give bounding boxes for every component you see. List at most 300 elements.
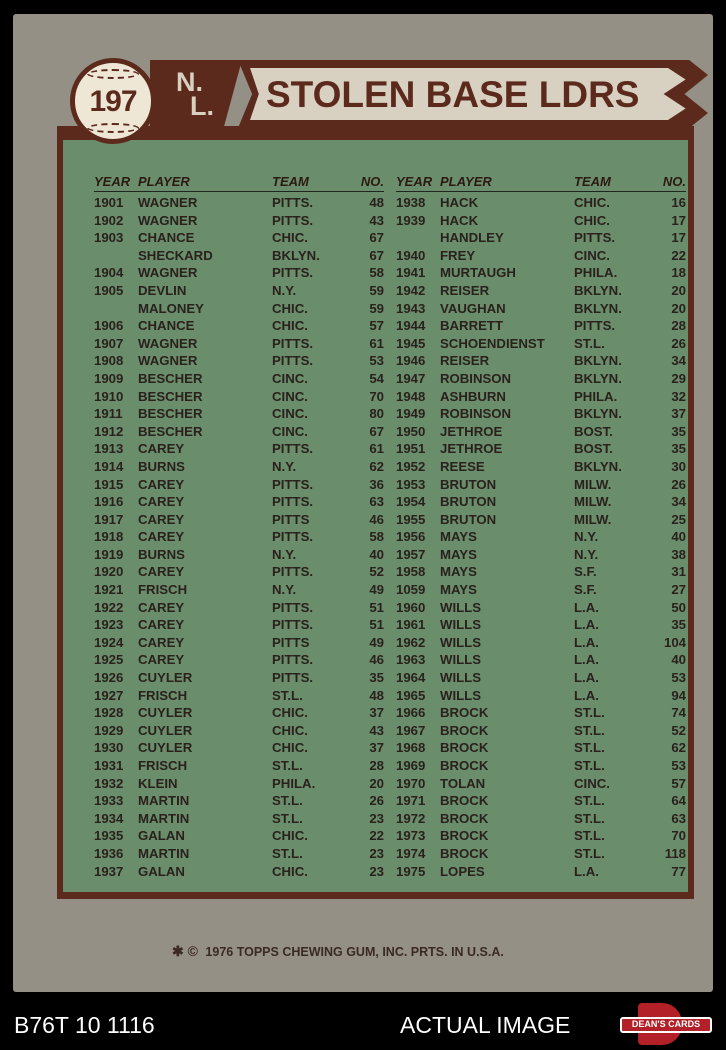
card-number-badge bbox=[70, 58, 156, 144]
row-player: SCHOENDIENST bbox=[440, 335, 545, 351]
row-player: MARTIN bbox=[138, 845, 190, 861]
row-year: 1924 bbox=[94, 634, 124, 650]
row-player: GALAN bbox=[138, 828, 185, 844]
row-number: 43 bbox=[369, 722, 384, 738]
row-player: CAREY bbox=[138, 441, 185, 457]
row-team: PITTS. bbox=[272, 529, 314, 545]
table-rows bbox=[94, 194, 384, 880]
row-team: CINC. bbox=[272, 370, 308, 386]
row-year: 1921 bbox=[94, 582, 124, 598]
table-row bbox=[94, 476, 384, 494]
row-player: CAREY bbox=[138, 634, 185, 650]
table-row bbox=[396, 651, 686, 669]
row-player: REESE bbox=[440, 458, 485, 474]
row-player: CUYLER bbox=[138, 740, 193, 756]
row-year: 1920 bbox=[94, 564, 124, 580]
row-team: N.Y. bbox=[272, 582, 297, 598]
row-player: MAYS bbox=[440, 564, 477, 580]
row-number: 48 bbox=[369, 195, 384, 210]
row-player: GALAN bbox=[138, 863, 185, 879]
row-number: 37 bbox=[369, 740, 384, 756]
table-row bbox=[94, 634, 384, 652]
row-team: ST.L. bbox=[574, 810, 605, 826]
row-year: 1926 bbox=[94, 670, 124, 686]
table-row bbox=[94, 757, 384, 775]
row-number: 31 bbox=[671, 564, 686, 580]
row-team: CHIC. bbox=[272, 740, 308, 756]
row-year: 1935 bbox=[94, 828, 124, 844]
row-player: REISER bbox=[440, 353, 490, 369]
row-team: PITTS bbox=[272, 511, 310, 527]
row-year: 1951 bbox=[396, 441, 426, 457]
row-team: ST.L. bbox=[574, 758, 605, 773]
row-number: 32 bbox=[671, 388, 686, 404]
table-row bbox=[396, 757, 686, 775]
row-player: MAYS bbox=[440, 546, 477, 562]
row-team: PITTS. bbox=[272, 617, 314, 633]
row-year: 1928 bbox=[94, 705, 124, 721]
row-team: BKLYN. bbox=[574, 370, 622, 386]
table-row bbox=[94, 300, 384, 318]
row-team: BKLYN. bbox=[574, 458, 622, 474]
row-player: MARTIN bbox=[138, 793, 190, 809]
row-player: HANDLEY bbox=[440, 230, 504, 246]
row-number: 118 bbox=[664, 845, 686, 861]
row-year: 1955 bbox=[396, 511, 426, 527]
row-team: CHIC. bbox=[272, 828, 308, 844]
row-number: 22 bbox=[671, 247, 686, 263]
row-team: N.Y. bbox=[272, 282, 297, 298]
row-player: BESCHER bbox=[138, 370, 203, 386]
row-player: LOPES bbox=[440, 863, 485, 879]
table-row bbox=[94, 775, 384, 793]
row-team: ST.L. bbox=[574, 705, 605, 721]
row-year: 1910 bbox=[94, 388, 124, 404]
row-team: CHIC. bbox=[272, 300, 308, 316]
table-row bbox=[94, 599, 384, 617]
header-team: TEAM bbox=[574, 174, 611, 189]
row-number: 62 bbox=[671, 740, 686, 756]
row-number: 23 bbox=[369, 845, 384, 861]
table-row bbox=[396, 370, 686, 388]
table-row bbox=[396, 827, 686, 845]
row-number: 46 bbox=[369, 652, 384, 668]
row-team: PITTS. bbox=[272, 265, 314, 281]
table-row bbox=[94, 317, 384, 335]
table-row bbox=[396, 388, 686, 406]
row-team: CHIC. bbox=[574, 195, 610, 210]
row-player: WILLS bbox=[440, 670, 482, 686]
row-player: CHANCE bbox=[138, 318, 195, 334]
row-number: 59 bbox=[369, 300, 384, 316]
row-year: 1964 bbox=[396, 670, 426, 686]
row-year: 1970 bbox=[396, 775, 426, 791]
row-year: 1949 bbox=[396, 406, 426, 422]
table-row bbox=[396, 599, 686, 617]
row-player: MAYS bbox=[440, 582, 477, 598]
table-row bbox=[396, 458, 686, 476]
table-row bbox=[396, 194, 686, 212]
row-player: CUYLER bbox=[138, 670, 193, 686]
row-player: BROCK bbox=[440, 740, 489, 756]
row-player: CAREY bbox=[138, 599, 185, 615]
row-number: 26 bbox=[671, 335, 686, 351]
row-number: 57 bbox=[671, 775, 686, 791]
row-number: 35 bbox=[671, 617, 686, 633]
table-header bbox=[94, 174, 384, 192]
row-team: PITTS. bbox=[272, 476, 314, 492]
table-row bbox=[94, 616, 384, 634]
row-number: 49 bbox=[369, 582, 384, 598]
row-team: N.Y. bbox=[574, 529, 599, 545]
row-year: 1934 bbox=[94, 810, 124, 826]
row-player: SHECKARD bbox=[138, 247, 213, 263]
row-team: PITTS. bbox=[272, 564, 314, 580]
table-row bbox=[94, 194, 384, 212]
row-number: 26 bbox=[671, 476, 686, 492]
row-number: 30 bbox=[671, 458, 686, 474]
row-player: BESCHER bbox=[138, 406, 203, 422]
row-team: MILW. bbox=[574, 511, 612, 527]
league-label bbox=[176, 67, 216, 121]
row-team: CINC. bbox=[272, 423, 308, 439]
table-row bbox=[396, 616, 686, 634]
row-player: CAREY bbox=[138, 511, 185, 527]
row-year: 1901 bbox=[94, 195, 124, 210]
row-number: 16 bbox=[671, 195, 686, 210]
row-team: CINC. bbox=[272, 388, 308, 404]
row-year: 1953 bbox=[396, 476, 426, 492]
row-year: 1059 bbox=[396, 582, 426, 598]
row-player: BROCK bbox=[440, 793, 489, 809]
row-year: 1966 bbox=[396, 705, 426, 721]
row-year: 1927 bbox=[94, 687, 124, 703]
row-number: 20 bbox=[671, 300, 686, 316]
row-year: 1930 bbox=[94, 740, 124, 756]
table-row bbox=[396, 352, 686, 370]
row-number: 46 bbox=[369, 511, 384, 527]
row-year: 1931 bbox=[94, 758, 124, 773]
row-year: 1956 bbox=[396, 529, 426, 545]
row-number: 49 bbox=[369, 634, 384, 650]
row-number: 64 bbox=[671, 793, 686, 809]
row-team: L.A. bbox=[574, 670, 599, 686]
row-team: PITTS. bbox=[272, 353, 314, 369]
table-row bbox=[94, 247, 384, 265]
row-year: 1917 bbox=[94, 511, 124, 527]
row-year: 1975 bbox=[396, 863, 426, 879]
row-team: CHIC. bbox=[272, 318, 308, 334]
row-team: PITTS. bbox=[272, 599, 314, 615]
header-team: TEAM bbox=[272, 174, 309, 189]
header-player: PLAYER bbox=[440, 174, 492, 189]
row-team: ST.L. bbox=[272, 845, 303, 861]
copyright-symbols: ✱ © bbox=[172, 943, 198, 959]
row-player: CAREY bbox=[138, 564, 185, 580]
header-player: PLAYER bbox=[138, 174, 190, 189]
table-row bbox=[94, 546, 384, 564]
row-number: 59 bbox=[369, 282, 384, 298]
table-row bbox=[396, 581, 686, 599]
table-row bbox=[94, 845, 384, 863]
table-row bbox=[396, 546, 686, 564]
row-number: 28 bbox=[671, 318, 686, 334]
row-year: 1974 bbox=[396, 845, 426, 861]
table-row bbox=[94, 528, 384, 546]
row-team: CHIC. bbox=[272, 230, 308, 246]
card-title: STOLEN BASE LDRS bbox=[266, 74, 640, 115]
row-year: 1969 bbox=[396, 758, 426, 773]
row-team: N.Y. bbox=[272, 546, 297, 562]
copyright-line bbox=[172, 943, 504, 960]
row-team: BKLYN. bbox=[574, 282, 622, 298]
row-year: 1957 bbox=[396, 546, 426, 562]
row-team: S.F. bbox=[574, 582, 597, 598]
copyright-text: 1976 TOPPS CHEWING GUM, INC. PRTS. IN U.S.A. bbox=[205, 945, 504, 959]
table-row bbox=[94, 810, 384, 828]
row-player: FRISCH bbox=[138, 582, 188, 598]
table-row bbox=[94, 581, 384, 599]
row-team: PHILA. bbox=[574, 265, 618, 281]
row-number: 61 bbox=[369, 335, 384, 351]
row-player: BROCK bbox=[440, 810, 489, 826]
row-team: ST.L. bbox=[272, 793, 303, 809]
row-year: 1971 bbox=[396, 793, 426, 809]
table-row bbox=[396, 863, 686, 881]
league-line-2: L. bbox=[190, 91, 214, 121]
table-row bbox=[94, 722, 384, 740]
table-row bbox=[396, 511, 686, 529]
row-number: 37 bbox=[369, 705, 384, 721]
row-number: 17 bbox=[671, 212, 686, 228]
row-number: 26 bbox=[369, 793, 384, 809]
table-row bbox=[396, 792, 686, 810]
row-player: BESCHER bbox=[138, 423, 203, 439]
row-player: BROCK bbox=[440, 758, 489, 773]
table-row bbox=[94, 440, 384, 458]
row-year: 1932 bbox=[94, 775, 124, 791]
row-year: 1948 bbox=[396, 388, 426, 404]
row-player: CAREY bbox=[138, 652, 185, 668]
row-number: 70 bbox=[671, 828, 686, 844]
table-row bbox=[94, 423, 384, 441]
row-year: 1902 bbox=[94, 212, 124, 228]
row-year: 1936 bbox=[94, 845, 124, 861]
row-team: PITTS. bbox=[272, 441, 314, 457]
table-row bbox=[94, 229, 384, 247]
row-team: L.A. bbox=[574, 617, 599, 633]
row-player: WAGNER bbox=[138, 335, 198, 351]
row-player: MARTIN bbox=[138, 810, 190, 826]
row-team: PITTS bbox=[272, 634, 310, 650]
row-player: CAREY bbox=[138, 529, 185, 545]
row-year: 1918 bbox=[94, 529, 124, 545]
row-player: FRISCH bbox=[138, 687, 188, 703]
row-number: 51 bbox=[369, 617, 384, 633]
table-row bbox=[94, 370, 384, 388]
sku-label: B76T 10 1116 bbox=[14, 1012, 155, 1038]
row-year: 1913 bbox=[94, 441, 124, 457]
row-year: 1912 bbox=[94, 423, 124, 439]
row-number: 67 bbox=[369, 247, 384, 263]
row-number: 20 bbox=[369, 775, 384, 791]
row-player: CUYLER bbox=[138, 722, 193, 738]
row-player: MURTAUGH bbox=[440, 265, 516, 281]
table-row bbox=[396, 264, 686, 282]
row-number: 70 bbox=[369, 388, 384, 404]
row-number: 54 bbox=[369, 370, 384, 386]
row-team: PITTS. bbox=[272, 195, 314, 210]
table-row bbox=[396, 493, 686, 511]
row-year: 1950 bbox=[396, 423, 426, 439]
row-year: 1968 bbox=[396, 740, 426, 756]
row-number: 17 bbox=[671, 230, 686, 246]
row-player: BESCHER bbox=[138, 388, 203, 404]
row-year: 1943 bbox=[396, 300, 426, 316]
row-year: 1941 bbox=[396, 265, 426, 281]
table-row bbox=[396, 810, 686, 828]
table-row bbox=[396, 669, 686, 687]
card-number: 197 bbox=[89, 85, 137, 118]
row-player: HACK bbox=[440, 195, 479, 210]
row-number: 58 bbox=[369, 265, 384, 281]
row-team: MILW. bbox=[574, 476, 612, 492]
row-year: 1906 bbox=[94, 318, 124, 334]
row-number: 29 bbox=[671, 370, 686, 386]
table-row bbox=[396, 563, 686, 581]
row-number: 35 bbox=[671, 441, 686, 457]
leaders-table-left bbox=[94, 174, 384, 880]
row-number: 43 bbox=[369, 212, 384, 228]
row-number: 57 bbox=[369, 318, 384, 334]
table-row bbox=[396, 335, 686, 353]
row-number: 62 bbox=[369, 458, 384, 474]
row-year: 1961 bbox=[396, 617, 426, 633]
row-player: WAGNER bbox=[138, 195, 198, 210]
table-row bbox=[94, 704, 384, 722]
row-player: JETHROE bbox=[440, 441, 503, 457]
table-row bbox=[94, 669, 384, 687]
row-year: 1945 bbox=[396, 335, 426, 351]
row-number: 40 bbox=[369, 546, 384, 562]
row-team: BOST. bbox=[574, 423, 613, 439]
table-row bbox=[396, 247, 686, 265]
row-year: 1967 bbox=[396, 722, 426, 738]
row-player: MALONEY bbox=[138, 300, 204, 316]
row-team: L.A. bbox=[574, 599, 599, 615]
row-team: PITTS. bbox=[272, 335, 314, 351]
row-year: 1904 bbox=[94, 265, 124, 281]
row-team: ST.L. bbox=[574, 828, 605, 844]
row-player: KLEIN bbox=[138, 775, 178, 791]
row-number: 40 bbox=[671, 652, 686, 668]
header-no: NO. bbox=[662, 174, 686, 189]
row-player: ASHBURN bbox=[440, 388, 506, 404]
row-year: 1946 bbox=[396, 353, 426, 369]
table-row bbox=[94, 563, 384, 581]
row-player: WAGNER bbox=[138, 265, 198, 281]
row-number: 35 bbox=[671, 423, 686, 439]
row-year: 1940 bbox=[396, 247, 426, 263]
row-team: L.A. bbox=[574, 687, 599, 703]
row-team: ST.L. bbox=[574, 793, 605, 809]
row-year: 1960 bbox=[396, 599, 426, 615]
row-team: PITTS. bbox=[574, 230, 616, 246]
row-team: PITTS. bbox=[272, 652, 314, 668]
row-year: 1907 bbox=[94, 335, 124, 351]
row-number: 51 bbox=[369, 599, 384, 615]
league-line-1: N. bbox=[176, 67, 203, 97]
row-number: 74 bbox=[671, 705, 686, 721]
header-no: NO. bbox=[360, 174, 384, 189]
row-year: 1919 bbox=[94, 546, 124, 562]
table-row bbox=[396, 405, 686, 423]
row-player: BURNS bbox=[138, 458, 185, 474]
row-number: 27 bbox=[671, 582, 686, 598]
table-row bbox=[94, 335, 384, 353]
row-player: CAREY bbox=[138, 476, 185, 492]
row-player: HACK bbox=[440, 212, 479, 228]
row-year: 1963 bbox=[396, 652, 426, 668]
row-number: 94 bbox=[671, 687, 686, 703]
table-row bbox=[396, 423, 686, 441]
baseball-stitch-bottom bbox=[87, 123, 139, 133]
row-team: L.A. bbox=[574, 634, 599, 650]
row-team: BKLYN. bbox=[574, 300, 622, 316]
table-row bbox=[396, 722, 686, 740]
row-player: CUYLER bbox=[138, 705, 193, 721]
row-number: 37 bbox=[671, 406, 686, 422]
row-team: ST.L. bbox=[574, 722, 605, 738]
row-player: MAYS bbox=[440, 529, 477, 545]
header-year: YEAR bbox=[94, 174, 131, 189]
row-team: PITTS. bbox=[574, 318, 616, 334]
row-player: BROCK bbox=[440, 705, 489, 721]
table-row bbox=[396, 634, 686, 652]
row-number: 53 bbox=[671, 670, 686, 686]
row-player: DEVLIN bbox=[138, 282, 187, 298]
table-row bbox=[94, 405, 384, 423]
row-year: 1923 bbox=[94, 617, 124, 633]
row-player: ROBINSON bbox=[440, 406, 512, 422]
table-row bbox=[94, 792, 384, 810]
row-team: BOST. bbox=[574, 441, 613, 457]
table-row bbox=[396, 845, 686, 863]
table-header bbox=[396, 174, 686, 192]
actual-image-label: ACTUAL IMAGE bbox=[400, 1012, 571, 1038]
row-team: ST.L. bbox=[574, 740, 605, 756]
row-number: 25 bbox=[671, 511, 686, 527]
row-team: PITTS. bbox=[272, 494, 314, 510]
row-player: FREY bbox=[440, 247, 476, 263]
row-number: 58 bbox=[369, 529, 384, 545]
baseball-stitch-top bbox=[87, 69, 139, 79]
row-player: BROCK bbox=[440, 828, 489, 844]
row-number: 80 bbox=[369, 406, 384, 422]
row-year: 1925 bbox=[94, 652, 124, 668]
table-row bbox=[396, 704, 686, 722]
row-team: CHIC. bbox=[272, 722, 308, 738]
row-year: 1944 bbox=[396, 318, 426, 334]
row-number: 34 bbox=[671, 353, 686, 369]
row-year: 1922 bbox=[94, 599, 124, 615]
row-team: CHIC. bbox=[272, 705, 308, 721]
row-player: WAGNER bbox=[138, 212, 198, 228]
row-player: BURNS bbox=[138, 546, 185, 562]
row-number: 34 bbox=[671, 494, 686, 510]
row-player: CHANCE bbox=[138, 230, 195, 246]
row-player: BRUTON bbox=[440, 494, 497, 510]
